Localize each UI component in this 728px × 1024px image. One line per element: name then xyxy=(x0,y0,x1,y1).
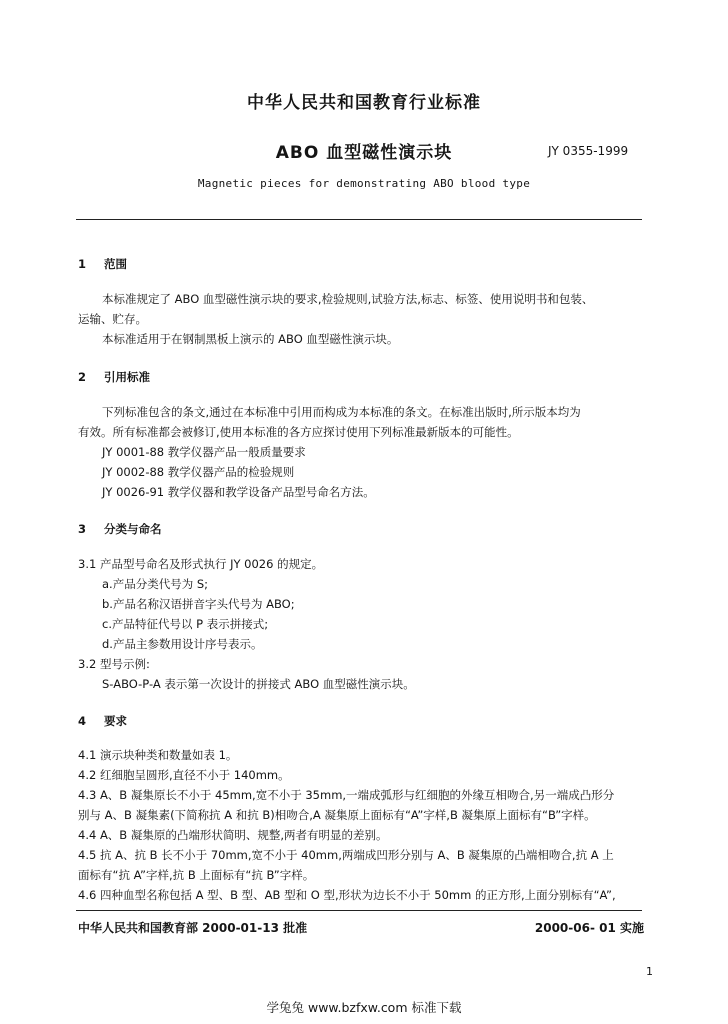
section-3-heading xyxy=(78,521,162,537)
clause-3-2: 3.2 型号示例: xyxy=(78,657,150,671)
clause-4-5-cont: 面标有“抗 A”字样,抗 B 上面标有“抗 B”字样。 xyxy=(78,868,315,882)
document-title: ABO 血型磁性演示块 xyxy=(275,143,453,163)
reference-item: JY 0026-91 教学仪器和教学设备产品型号命名方法。 xyxy=(102,485,375,499)
clause-4-5: 4.5 抗 A、抗 B 长不小于 70mm,宽不小于 40mm,两端成凹形分别与 A、B 凝集原的凸端相吻合,抗 A 上 xyxy=(78,848,614,862)
list-item: d.产品主参数用设计序号表示。 xyxy=(102,637,263,651)
section-number: 2 xyxy=(78,370,87,384)
header-divider xyxy=(76,219,642,220)
issuing-body-title: 中华人民共和国教育行业标准 xyxy=(247,93,481,113)
model-example: S-ABO-P-A 表示第一次设计的拼接式 ABO 血型磁性演示块。 xyxy=(102,677,415,691)
clause-4-2: 4.2 红细胞呈圆形,直径不小于 140mm。 xyxy=(78,768,290,782)
footer-divider xyxy=(76,910,642,911)
clause-3-1: 3.1 产品型号命名及形式执行 JY 0026 的规定。 xyxy=(78,557,324,571)
approval-line: 中华人民共和国教育部 2000-01-13 批准 xyxy=(78,921,308,935)
list-item: a.产品分类代号为 S; xyxy=(102,577,209,591)
clause-4-6: 4.6 四种血型名称包括 A 型、B 型、AB 型和 O 型,形状为边长不小于 50mm 的正方形,上面分别标有“A”, xyxy=(78,888,616,902)
clause-4-1: 4.1 演示块种类和数量如表 1。 xyxy=(78,748,238,762)
reference-item: JY 0002-88 教学仪器产品的检验规则 xyxy=(102,465,295,479)
list-item: c.产品特征代号以 P 表示拼接式; xyxy=(102,617,269,631)
section-number: 4 xyxy=(78,714,87,728)
paragraph-line: 运输、贮存。 xyxy=(78,312,147,326)
paragraph-line: 本标准适用于在钢制黑板上演示的 ABO 血型磁性演示块。 xyxy=(102,332,399,346)
section-title: 分类与命名 xyxy=(104,522,162,536)
list-item: b.产品名称汉语拼音字头代号为 ABO; xyxy=(102,597,295,611)
reference-item: JY 0001-88 教学仪器产品一般质量要求 xyxy=(102,445,306,459)
document-code: JY 0355-1999 xyxy=(548,144,629,158)
section-1-heading xyxy=(78,256,127,272)
effective-date: 2000-06- 01 实施 xyxy=(534,921,644,935)
section-2-heading xyxy=(78,369,150,385)
watermark-text: 学兔兔 www.bzfxw.com 标准下载 xyxy=(266,1000,462,1015)
section-title: 范围 xyxy=(104,257,127,271)
english-title: Magnetic pieces for demonstrating ABO blood type xyxy=(197,177,531,190)
paragraph-line: 下列标准包含的条文,通过在本标准中引用而构成为本标准的条文。在标准出版时,所示版本均为 xyxy=(102,405,581,419)
section-4-heading xyxy=(78,713,127,729)
section-title: 引用标准 xyxy=(104,370,150,384)
section-title: 要求 xyxy=(104,714,127,728)
clause-4-3-cont: 别与 A、B 凝集素(下简称抗 A 和抗 B)相吻合,A 凝集原上面标有“A”字样,B 凝集原上面标有“B”字样。 xyxy=(78,808,596,822)
paragraph-line: 有效。所有标准都会被修订,使用本标准的各方应探讨使用下列标准最新版本的可能性。 xyxy=(78,425,519,439)
paragraph-line: 本标准规定了 ABO 血型磁性演示块的要求,检验规则,试验方法,标志、标签、使用说明书和包装、 xyxy=(102,292,594,306)
section-number: 1 xyxy=(78,257,87,271)
page-number: 1 xyxy=(646,965,653,978)
clause-4-3: 4.3 A、B 凝集原长不小于 45mm,宽不小于 35mm,一端成弧形与红细胞的外缘互相吻合,另一端成凸形分 xyxy=(78,788,615,802)
clause-4-4: 4.4 A、B 凝集原的凸端形状简明、规整,两者有明显的差别。 xyxy=(78,828,388,842)
section-number: 3 xyxy=(78,522,87,536)
